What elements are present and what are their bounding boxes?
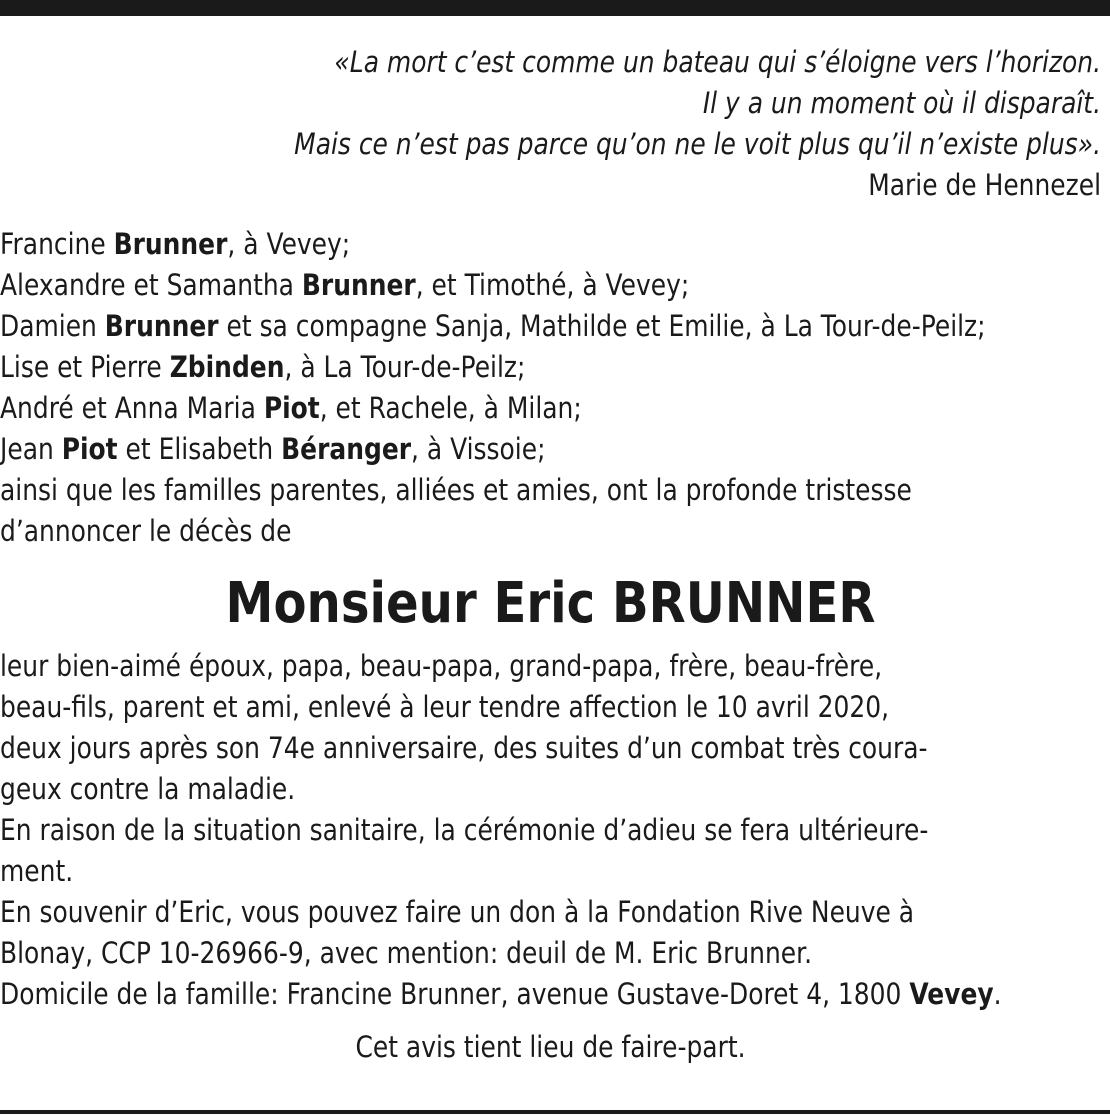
family-name: Brunner bbox=[113, 227, 228, 261]
announcement-line: ainsi que les familles parentes, alliées et amies, ont la profonde tristesse bbox=[0, 473, 912, 507]
domicile-end: . bbox=[993, 977, 1002, 1011]
relative-place: et sa compagne Sanja, Mathilde et Emilie, à La Tour-de-Peilz; bbox=[218, 309, 986, 343]
family-name: Piot bbox=[263, 391, 320, 425]
epigraph-quote bbox=[0, 42, 1101, 206]
relative-name: Lise et Pierre bbox=[0, 350, 170, 384]
body-line: En raison de la situation sanitaire, la cérémonie d’adieu se fera ultérieure- bbox=[0, 813, 929, 847]
body-line: deux jours après son 74e anniversaire, des suites d’un combat très coura- bbox=[0, 731, 928, 765]
relative-line bbox=[0, 429, 947, 470]
closing-note: Cet avis tient lieu de faire-part. bbox=[355, 1030, 746, 1064]
relative-name: Jean bbox=[0, 432, 62, 466]
relative-name: et Elisabeth bbox=[117, 432, 282, 466]
announcement-line: d’annoncer le décès de bbox=[0, 514, 292, 548]
quote-line: «La mort c’est comme un bateau qui s’éloigne vers l’horizon. bbox=[334, 45, 1102, 79]
family-name: Zbinden bbox=[169, 350, 285, 384]
body-line: beau-fils, parent et ami, enlevé à leur tendre affection le 10 avril 2020, bbox=[0, 690, 890, 724]
top-rule bbox=[0, 0, 1110, 16]
domicile-city: Vevey bbox=[909, 977, 994, 1011]
body-line: ment. bbox=[0, 854, 74, 888]
relative-name: Francine bbox=[0, 227, 114, 261]
body-line: Blonay, CCP 10-26966-9, avec mention: deuil de M. Eric Brunner. bbox=[0, 936, 813, 970]
domicile-line bbox=[0, 974, 1002, 1015]
body-line: leur bien-aimé époux, papa, beau-papa, grand-papa, frère, beau-frère, bbox=[0, 649, 883, 683]
relative-place: , à Vissoie; bbox=[411, 432, 546, 466]
relative-line bbox=[0, 265, 947, 306]
relative-place: , à Vevey; bbox=[227, 227, 351, 261]
deceased-name: Monsieur Eric BRUNNER bbox=[225, 571, 876, 636]
relative-name: Alexandre et Samantha bbox=[0, 268, 302, 302]
relative-place: , et Timothé, à Vevey; bbox=[415, 268, 690, 302]
relatives-list bbox=[0, 224, 1101, 552]
obituary-body bbox=[0, 646, 1101, 1015]
relative-place: , à La Tour-de-Peilz; bbox=[284, 350, 526, 384]
family-name: Piot bbox=[61, 432, 118, 466]
relative-name: Damien bbox=[0, 309, 105, 343]
domicile-address: Domicile de la famille: Francine Brunner, avenue Gustave-Doret 4, 1800 bbox=[0, 977, 910, 1011]
bottom-rule bbox=[0, 1110, 1110, 1114]
relative-line bbox=[0, 224, 947, 265]
relative-name: André et Anna Maria bbox=[0, 391, 264, 425]
relative-line bbox=[0, 347, 947, 388]
family-name: Brunner bbox=[301, 268, 416, 302]
body-line: geux contre la maladie. bbox=[0, 772, 296, 806]
relative-line bbox=[0, 306, 986, 347]
quote-author: Marie de Hennezel bbox=[868, 168, 1101, 202]
quote-line: Il y a un moment où il disparaît. bbox=[702, 86, 1101, 120]
family-name: Brunner bbox=[104, 309, 219, 343]
relative-place: , et Rachele, à Milan; bbox=[319, 391, 582, 425]
obituary-notice bbox=[0, 42, 1101, 1068]
quote-line: Mais ce n’est pas parce qu’on ne le voit plus qu’il n’existe plus». bbox=[294, 127, 1101, 161]
body-line: En souvenir d’Eric, vous pouvez faire un don à la Fondation Rive Neuve à bbox=[0, 895, 915, 929]
family-name: Béranger bbox=[281, 432, 412, 466]
relative-line bbox=[0, 388, 947, 429]
